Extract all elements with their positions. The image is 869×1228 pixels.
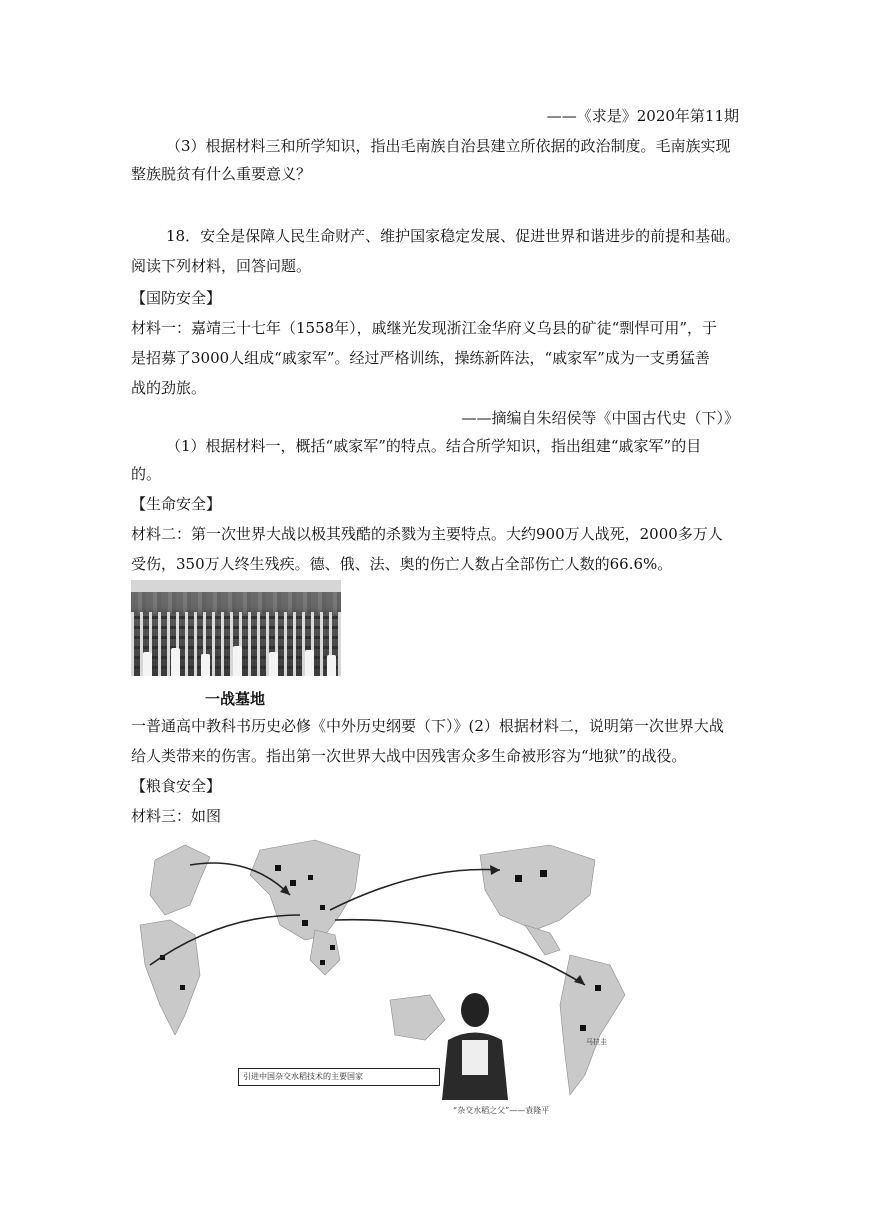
question-18-2: 一普通高中教科书历史必修《中外历史纲要（下）》(2）根据材料二，说明第一次世界大战	[131, 717, 724, 735]
material-2-text-2: 受伤，350万人终生残疾。德、俄、法、奥的伤亡人数占全部伤亡人数的66.6%。	[131, 555, 673, 573]
section-heading-food: 【粮食安全】	[131, 777, 222, 795]
material-2-text: 材料二：第一次世界大战以极其残酷的杀戮为主要特点。大约900万人战死，2000多万人	[131, 525, 723, 543]
material-1-source: ——摘编自朱绍侯等《中国古代史（下）》	[461, 409, 739, 427]
material-3-label: 材料三：如图	[131, 807, 222, 825]
question-18-intro-cont: 阅读下列材料，回答问题。	[131, 257, 312, 275]
source-citation: ——《求是》2020年第11期	[546, 107, 739, 125]
map-legend: 引进中国杂交水稻技术的主要国家	[238, 1068, 440, 1086]
photo-caption: 一战墓地	[205, 690, 266, 708]
map-label-south-america: 马拉圭	[586, 1038, 607, 1046]
question-17-3-text: （3）根据材料三和所学知识，指出毛南族自治县建立所依据的政治制度。毛南族实现	[166, 137, 731, 155]
question-18-intro: 18．安全是保障人民生命财产、维护国家稳定发展、促进世界和谐进步的前提和基础。	[166, 227, 741, 245]
section-heading-life: 【生命安全】	[131, 495, 222, 513]
material-1-text: 材料一：嘉靖三十七年（1558年），戚继光发现浙江金华府义乌县的矿徒“剽悍可用”，于	[131, 319, 718, 337]
question-18-2-cont: 给人类带来的伤害。指出第一次世界大战中因残害众多生命被形容为“地狱”的战役。	[131, 747, 687, 765]
section-heading-defense: 【国防安全】	[131, 289, 222, 307]
material-1-text-2: 是招募了3000人组成“戚家军”。经过严格训练，操练新阵法，“戚家军”成为一支勇猛善	[131, 349, 710, 367]
question-18-1-cont: 的。	[131, 465, 162, 483]
hybrid-rice-map	[130, 835, 655, 1135]
material-1-text-3: 战的劲旅。	[131, 379, 207, 397]
map-person-caption: “杂交水稻之父”——袁隆平	[453, 1106, 550, 1115]
question-17-3-text-cont: 整族脱贫有什么重要意义？	[131, 165, 312, 183]
cemetery-photo	[131, 580, 341, 676]
question-18-1: （1）根据材料一，概括“戚家军”的特点。结合所学知识，指出组建“戚家军”的目	[166, 437, 702, 455]
